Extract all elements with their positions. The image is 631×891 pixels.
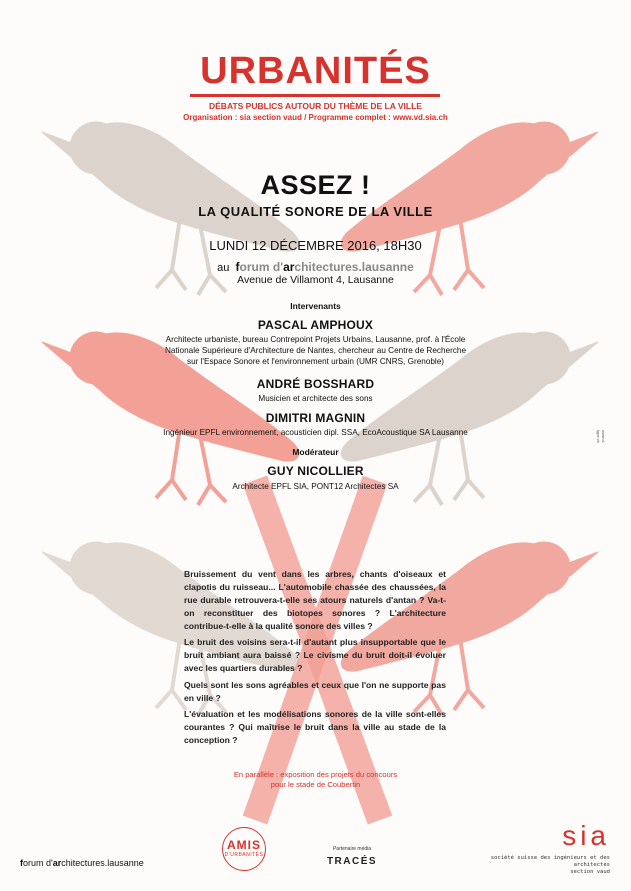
venue-name-part: .lausanne	[358, 260, 414, 274]
venue-name-part: ar	[283, 260, 295, 274]
speaker-desc-line: Musicien et architecte des sons	[258, 394, 373, 403]
amis-small-text: D'URBANITÉS	[224, 852, 264, 858]
speaker-name: PASCAL AMPHOUX	[257, 318, 374, 332]
sia-description	[454, 855, 610, 876]
fa-part: .lausanne	[104, 858, 144, 868]
amis-big-text: AMIS	[227, 838, 261, 852]
moderator-name: GUY NICOLLIER	[267, 464, 364, 478]
venue-name-part: chitectures	[294, 260, 359, 274]
design-credit: www.d-type.ch	[596, 430, 606, 444]
event-title: ASSEZ !	[260, 170, 371, 200]
speaker-name: ANDRÉ BOSSHARD	[256, 377, 375, 391]
header-subtitle: DÉBATS PUBLICS AUTOUR DU THÈME DE LA VILLE	[209, 101, 422, 111]
venue-name-part: orum d'	[239, 260, 284, 274]
logo-underline	[190, 94, 440, 97]
sia-logo: sia	[562, 820, 610, 851]
speakers-label: Intervenants	[290, 301, 341, 311]
traces-logo: TRACÉS	[326, 856, 378, 867]
venue-prefix: au	[217, 262, 230, 274]
speaker-name: DIMITRI MAGNIN	[265, 411, 366, 425]
body-paragraph: Bruissement du vent dans les arbres, chants d'oiseaux et clapotis du ruisseau... L'automobile chassée des chaussées, la rue durable retrouvera-t-elle ses atours naturels d'antan ? Va-t-on reconstituer des biotopes sonores ? L'architecture contribue-t-elle à la qualité sonore des villes ?	[184, 569, 446, 631]
logo-text: URBANITÉS	[200, 50, 431, 92]
moderator-desc: Architecte EPFL SIA, PONT12 Architectes SA	[232, 482, 399, 491]
speaker-desc-line: Ingénieur EPFL environnement, acousticien dipl. SSA, EcoAcoustique SA Lausanne	[163, 428, 468, 437]
sia-desc-line: société suisse des ingénieurs et des architectes	[490, 855, 610, 868]
venue-name	[236, 260, 414, 274]
body-paragraph: Quels sont les sons agréables et ceux que l'on ne supporte pas en ville ?	[184, 680, 446, 703]
event-venue	[0, 260, 631, 274]
forum-architectures-logo	[20, 858, 144, 868]
media-partner-label: Partenaire média	[332, 846, 372, 852]
body-paragraph: L'évaluation et les modélisations sonores de la ville sont-elles courantes ? Qui maîtrise le bruit dans la ville au stade de la conception ?	[184, 709, 446, 745]
sia-desc-line: section vaud	[570, 869, 610, 875]
parallel-exhibition	[0, 770, 631, 790]
moderator-label: Modérateur	[292, 447, 339, 457]
body-paragraph: Le bruit des voisins sera-t-il d'autant plus insupportable que le bruit ambiant aura baissé ? Le civisme du bruit doit-il évoluer avec les quartiers durables ?	[184, 637, 446, 673]
parallel-line: pour le stade de Coubertin	[270, 780, 361, 789]
amis-urbanites-logo	[222, 827, 266, 871]
header-organisation: Organisation : sia section vaud / Programme complet : www.vd.sia.ch	[183, 113, 448, 122]
fa-part: chitectures	[61, 858, 105, 868]
event-date: LUNDI 12 DÉCEMBRE 2016, 18H30	[209, 238, 422, 253]
speaker-desc-line: sur l'Espace Sonore et l'environnement urbain (UMR CNRS, Grenoble)	[186, 357, 445, 366]
speaker-desc-line: Architecte urbaniste, bureau Contrepoint Projets Urbains, Lausanne, prof. à l'École	[165, 335, 466, 344]
speaker-desc-line: Nationale Supérieure d'Architecture de Nantes, chercheur au Centre de Recherche	[164, 346, 467, 355]
fa-part: f	[20, 858, 23, 868]
fa-part: ar	[52, 858, 62, 868]
urbanites-logo	[0, 52, 631, 90]
event-subtitle: LA QUALITÉ SONORE DE LA VILLE	[198, 204, 433, 219]
fa-part: orum d'	[23, 858, 53, 868]
parallel-line: En parallèle : exposition des projets du concours	[233, 770, 398, 779]
venue-name-part: f	[235, 260, 240, 274]
event-address: Avenue de Villamont 4, Lausanne	[237, 274, 394, 286]
